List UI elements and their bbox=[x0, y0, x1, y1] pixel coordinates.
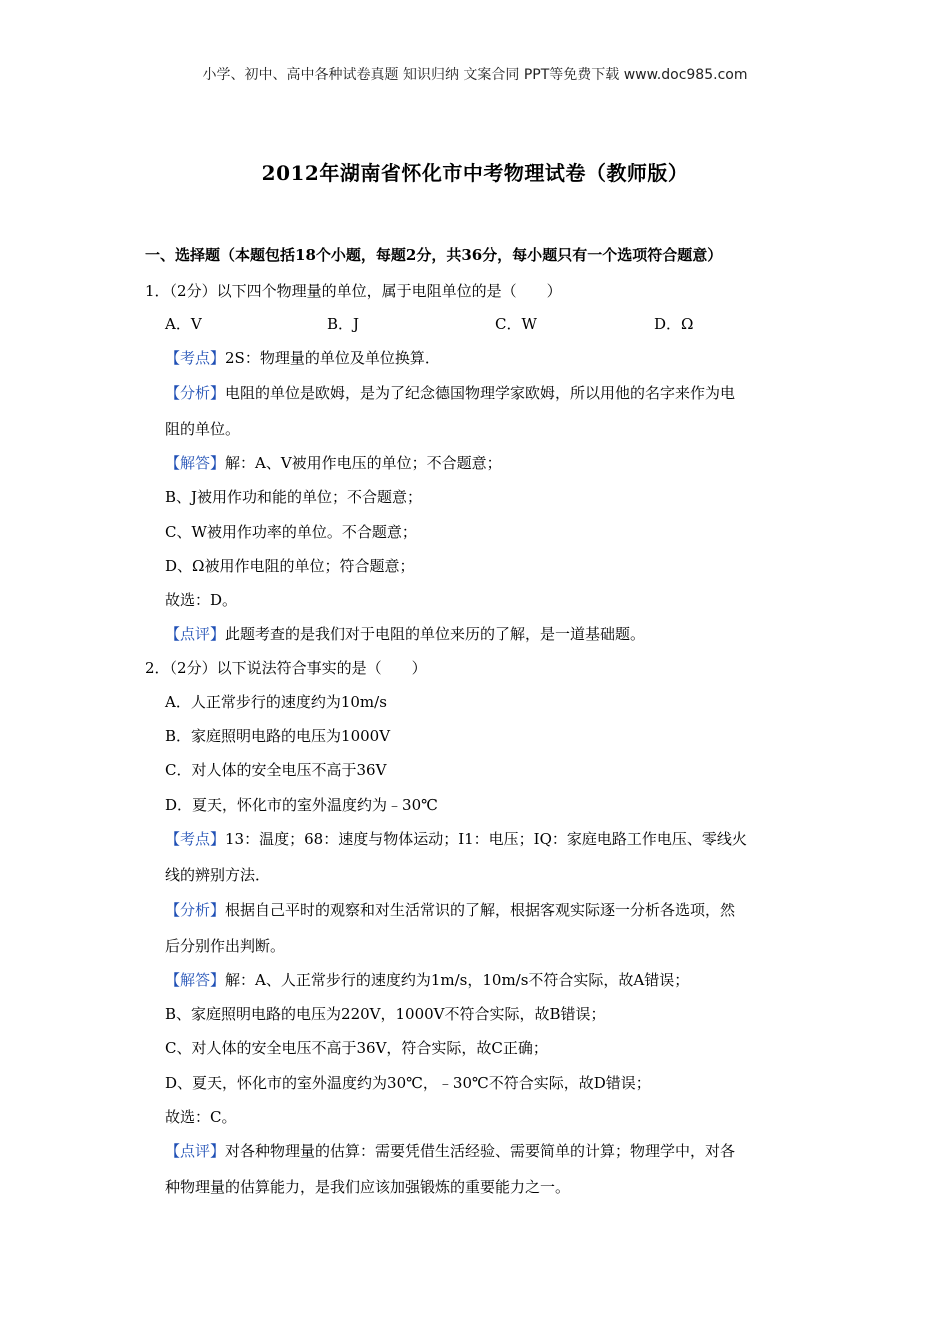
section-heading: 一、选择题（本题包括18个小题，每题2分，共36分，每小题只有一个选项符合题意） bbox=[145, 246, 723, 264]
q2-jieda bbox=[165, 970, 689, 990]
q2-dianping bbox=[165, 1141, 735, 1161]
q1-fenxi-text-2: 阻的单位。 bbox=[165, 420, 241, 438]
kaodian-tag: 【考点】 bbox=[165, 349, 226, 367]
q1-stem: 1．（2分）以下四个物理量的单位，属于电阻单位的是（ ） bbox=[145, 282, 562, 300]
q2-jieda-text-3: C、对人体的安全电压不高于36V，符合实际，故C正确； bbox=[165, 1039, 548, 1057]
q1-options bbox=[165, 314, 725, 334]
q2-fenxi-text-1: 根据自己平时的观察和对生活常识的了解，根据客观实际逐一分析各选项，然 bbox=[225, 901, 736, 919]
kaodian-tag: 【考点】 bbox=[165, 830, 226, 848]
q2-jieda-text-5: 故选：C。 bbox=[165, 1108, 237, 1126]
q1-fenxi bbox=[165, 383, 735, 403]
q2-option-b: B．家庭照明电路的电压为1000V bbox=[165, 727, 391, 745]
q2-kaodian-text-1: 13：温度；68：速度与物体运动；I1：电压；IQ：家庭电路工作电压、零线火 bbox=[225, 830, 747, 848]
q1-jieda-text-5: 故选：D。 bbox=[165, 591, 238, 609]
q1-option-c: C．W bbox=[495, 315, 537, 333]
q2-dianping-text-1: 对各种物理量的估算：需要凭借生活经验、需要简单的计算；物理学中，对各 bbox=[225, 1142, 736, 1160]
q2-fenxi-text-2: 后分别作出判断。 bbox=[165, 937, 286, 955]
q1-kaodian bbox=[165, 348, 440, 368]
q2-stem: 2．（2分）以下说法符合事实的是（ ） bbox=[145, 659, 427, 677]
fenxi-tag: 【分析】 bbox=[165, 384, 226, 402]
q2-option-c: C．对人体的安全电压不高于36V bbox=[165, 761, 387, 779]
q2-fenxi bbox=[165, 900, 735, 920]
q1-fenxi-text-1: 电阻的单位是欧姆，是为了纪念德国物理学家欧姆，所以用他的名字来作为电 bbox=[225, 384, 736, 402]
q1-jieda bbox=[165, 453, 502, 473]
q2-kaodian bbox=[165, 829, 747, 849]
q2-jieda-text-1: 解：A、人正常步行的速度约为1m/s，10m/s不符合实际，故A错误； bbox=[225, 971, 690, 989]
q2-option-d: D．夏天，怀化市的室外温度约为﹣30℃ bbox=[165, 796, 438, 814]
q1-dianping-text: 此题考查的是我们对于电阻的单位来历的了解，是一道基础题。 bbox=[225, 625, 646, 643]
q1-option-a: A．V bbox=[165, 315, 202, 333]
q1-kaodian-text: 2S：物理量的单位及单位换算． bbox=[225, 349, 440, 367]
q1-jieda-text-2: B、J被用作功和能的单位；不合题意； bbox=[165, 488, 423, 506]
q2-kaodian-text-2: 线的辨别方法． bbox=[165, 866, 271, 884]
page-header: 小学、初中、高中各种试卷真题 知识归纳 文案合同 PPT等免费下载 www.doc985.com bbox=[202, 67, 748, 83]
q2-option-a: A．人正常步行的速度约为10m/s bbox=[165, 693, 387, 711]
q2-jieda-text-4: D、夏天，怀化市的室外温度约为30℃，﹣30℃不符合实际，故D错误； bbox=[165, 1074, 651, 1092]
jieda-tag: 【解答】 bbox=[165, 454, 226, 472]
q1-option-d: D．Ω bbox=[654, 315, 694, 333]
q1-option-b: B．J bbox=[327, 315, 360, 333]
q1-jieda-text-4: D、Ω被用作电阻的单位；符合题意； bbox=[165, 557, 415, 575]
dianping-tag: 【点评】 bbox=[165, 625, 226, 643]
q2-dianping-text-2: 种物理量的估算能力，是我们应该加强锻炼的重要能力之一。 bbox=[165, 1178, 571, 1196]
q2-jieda-text-2: B、家庭照明电路的电压为220V，1000V不符合实际，故B错误； bbox=[165, 1005, 606, 1023]
q1-dianping bbox=[165, 624, 645, 644]
fenxi-tag: 【分析】 bbox=[165, 901, 226, 919]
jieda-tag: 【解答】 bbox=[165, 971, 226, 989]
dianping-tag: 【点评】 bbox=[165, 1142, 226, 1160]
q1-jieda-text-3: C、W被用作功率的单位。不合题意； bbox=[165, 523, 417, 541]
page-title: 2012年湖南省怀化市中考物理试卷（教师版） bbox=[261, 161, 689, 185]
q1-jieda-text-1: 解：A、V被用作电压的单位；不合题意； bbox=[225, 454, 502, 472]
